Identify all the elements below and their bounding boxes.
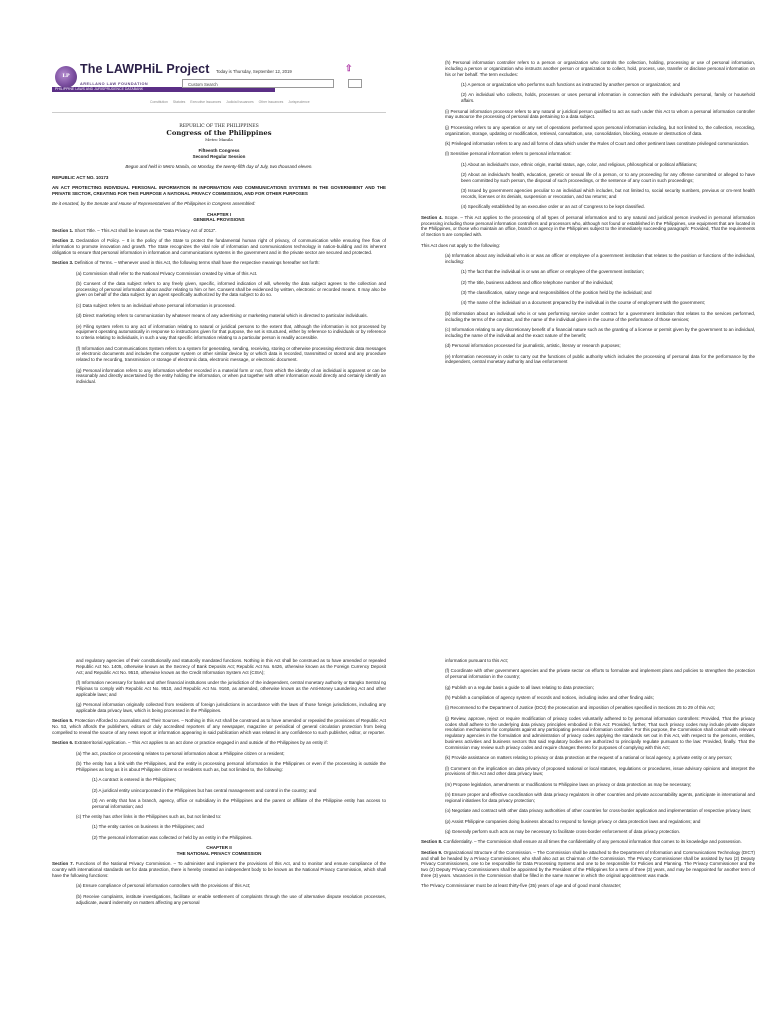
section-7 <box>52 861 386 878</box>
site-header <box>52 60 386 118</box>
section-2 <box>52 238 386 255</box>
exclusion-e: (e) Information necessary in order to carry out the functions of public authority which includes the processing of personal data for the performance by the independent, central monetary authority and law enforcement <box>445 353 755 365</box>
section-6-head: Section 6. <box>52 740 74 746</box>
lawphil-logo[interactable]: LP <box>55 66 77 88</box>
section-7-head: Section 7. <box>52 861 74 867</box>
section-7-b: (b) Receive complaints, institute investigations, facilitate or enable settlement of complaints through the use of alternative dispute resolution processes, adjudicate, award indemnity on matters affecting any personal <box>76 893 386 905</box>
date-text: Today is Thursday, September 12, 2019 <box>216 69 292 74</box>
chapter-title: GENERAL PROVISIONS <box>193 217 245 223</box>
site-tagline: PHILIPPINE LAWS AND JURISPRUDENCE DATABANK <box>52 87 275 92</box>
function-h: (h) Publish a compilation of agency system of records and notices, including index and other finding aids; <box>445 694 654 700</box>
section-6-c: (c) The entity has other links in the Philippines such as, but not limited to: <box>76 814 222 820</box>
begun-line: Begun and held in Metro Manila, on Monday, the twenty-fifth day of July, two thousand eleven. <box>125 164 313 170</box>
republic-heading: REPUBLIC OF THE PHILIPPINES <box>179 124 259 129</box>
definition-l-3: (3) Issued by government agencies peculiar to an individual which includes, but not limited to, social security numbers, previous or cm-rent health records, licenses or its denials, suspension or revocation, and tax returns; and <box>461 188 755 200</box>
function-k: (k) Provide assistance on matters relating to privacy or data protection at the request of a national or local agency, a private entity or any person; <box>445 755 733 761</box>
function-l: (l) Comment on the implication on data privacy of proposed national or local statutes, regulations or procedures, issue advisory opinions and interpret the provisions of this Act and other data privacy laws; <box>445 765 755 777</box>
function-f: (f) Coordinate with other government agencies and the private sector on efforts to formulate and implement plans and policies to strengthen the protection of personal information in the country; <box>445 668 755 680</box>
document-page-4 <box>421 658 755 1024</box>
nav-link-statutes[interactable]: Statutes <box>172 100 186 104</box>
section-6-b: (b) The entity has a link with the Philippines, and the entity is processing personal information in the Philippines or even if the processing is outside the Philippines as long as it is about Philippine citizens or residents such as, but not limited to, the following: <box>76 760 386 772</box>
enacting-clause: Be it enacted, by the Senate and House of Representatives of the Philippines in Congress assembled: <box>52 201 256 207</box>
section-7-a: (a) Ensure compliance of personal information controllers with the provisions of this Act; <box>76 883 251 889</box>
section-1-head: Section 1. <box>52 227 74 233</box>
function-p: (p) Assist Philippine companies doing business abroad to respond to foreign privacy or data protection laws and regulations; and <box>445 818 701 824</box>
definition-a: (a) Commission shall refer to the National Privacy Commission created by virtue of this Act. <box>76 270 258 276</box>
congress-heading: Congress of the Philippines <box>166 128 272 137</box>
session-line-2: Second Regular Session <box>192 153 246 159</box>
section-8 <box>421 839 755 845</box>
exclusion-d: (d) Personal information processed for journalistic, artistic, literary or research purposes; <box>445 343 621 349</box>
exclusion-c: (c) Information relating to any discretionary benefit of a financial nature such as the granting of a license or permit given by the government to an individual, including the name of the individual and the exact nature of the benefit; <box>445 326 755 338</box>
section-6-a: (a) The act, practice or processing relates to personal information about a Philippine citizen or a resident; <box>76 750 285 756</box>
section-1 <box>52 228 386 234</box>
section-3-text: Definition of Terms. – Whenever used in this Act, the following terms shall have the respective meanings hereafter set forth: <box>74 260 320 266</box>
function-j: (j) Review, approve, reject or require modification of privacy codes voluntarily adhered to by personal information controllers: Provided, That the privacy codes shall adhere to the underlying data privacy principles embodied in this Act: Provided, further, That such privacy codes may include private dispute resolution mechanisms for complaints against any participating personal information controller. For this purpose, the Commission shall consult with relevant regulatory agencies in the formulation and administration of privacy codes applying the standards set out in this Act, with respect to the persons, entities, business activities and business sectors that said regulatory bodies are authorized to principally regulate pursuant to the law: Provided, finally. That the Commission may review such privacy codes and require changes thereto for purposes of complying with this Act; <box>445 715 755 750</box>
nav-link-executive[interactable]: Executive Issuances <box>190 100 222 104</box>
section-6-b-2: (2) A juridical entity unincorporated in the Philippines but has central management and control in the country; and <box>92 787 317 793</box>
section-5-head: Section 5. <box>52 718 74 724</box>
definition-g: (g) Personal information refers to any information whether recorded in a material form or not, from which the identity of an individual is apparent or can be reasonably and directly ascertained by the entity holding the information, or when put together with other information would directly and certainly identify an individual. <box>76 367 386 385</box>
section-6-text: Extraterritorial Application. – This Act applies to an act done or practice engaged in and outside of the Philippines by an entity if: <box>74 740 328 746</box>
nav-link-other[interactable]: Other Issuances <box>258 100 284 104</box>
site-title[interactable]: The LAWPHiL Project <box>80 62 210 76</box>
definition-h: (h) Personal information controller refers to a person or organization who controls the collection, holding, processing or use of personal information, including a person or organization who instructs another person or organization to collect, hold, process, use, transfer or disclose personal information on his or her behalf. The term excludes: <box>445 60 755 77</box>
definition-d: (d) Direct marketing refers to communication by whatever means of any advertising or marketing material which is directed to particular individuals. <box>76 313 368 319</box>
nav-link-judicial[interactable]: Judicial Issuances <box>226 100 254 104</box>
section-7-b-continued: information pursuant to this Act; <box>445 658 509 663</box>
exclusion-a-2: (2) The title, business address and office telephone number of the individual; <box>461 279 614 285</box>
definition-h-1: (1) A person or organization who performs such functions as instructed by another person or organization; and <box>461 81 681 87</box>
section-9-head: Section 9. <box>421 849 443 855</box>
definition-l-1: (1) About an individual's race, ethnic origin, marital status, age, color, and religious, philosophical or political affiliations; <box>461 161 698 167</box>
nav-link-jurisprudence[interactable]: Jurisprudence <box>288 100 310 104</box>
function-m: (m) Propose legislation, amendments or modifications to Philippine laws on privacy or data protection as may be necessary; <box>445 781 692 787</box>
search-button[interactable] <box>348 79 362 88</box>
section-8-text: Confidentiality. – The Commission shall ensure at all times the confidentiality of any personal information that comes to its knowledge and possession. <box>443 839 742 845</box>
definition-j: (j) Processing refers to any operation or any set of operations performed upon personal information including, but not limited to, the collection, recording, organization, storage, updating or modification, retrieval, consultation, use, consolidation, blocking, erasure or destruction of data. <box>445 124 755 136</box>
exclusion-f: (f) Information necessary for banks and other financial institutions under the jurisdiction of the independent, central monetary authority or Bangko Sentral ng Pilipinas to comply with Republic Act No. 9510, and Republic Act No. 9160, as amended, otherwise known as the Anti-Money Laundering Act and other applicable laws; and <box>76 679 386 697</box>
exclusion-b: (b) Information about an individual who is or was performing service under contract for a government institution that relates to the services performed, including the terms of the contract, and the name of the individual given in the course of the performance of those services; <box>445 310 755 322</box>
exclusion-a-4: (4) The name of the individual on a document prepared by the individual in the course of employment with the government; <box>461 300 706 306</box>
section-6-c-2: (2) The personal information was collected or held by an entity in the Philippines. <box>92 834 253 840</box>
chapter-heading: CHAPTER I <box>206 211 232 217</box>
function-q: (q) Generally perform such acts as may be necessary to facilitate cross-border enforcement of data privacy protection. <box>445 829 681 835</box>
definition-l-4: (4) Specifically established by an executive order or an act of Congress to be kept classified. <box>461 204 645 210</box>
function-i: (i) Recommend to the Department of Justice (DOJ) the prosecution and imposition of penalties specified in Sections 25 to 29 of this Act; <box>445 705 715 711</box>
section-6-c-1: (1) The entity carries on business in the Philippines; and <box>92 824 204 830</box>
exclusion-e-continued: and regulatory agencies of their constitutionally and statutorily mandated functions. Nothing in this Act shall be construed as to have amended or repealed Republic Act No. 1405, otherwise known as the Secrecy of Bank Deposits Act; Republic Act No. 6426, otherwise known as the Foreign Currency Deposit Act; and Republic Act No. 9510, otherwise known as the Credit Information System Act (CISA); <box>76 658 386 675</box>
section-9-text: Organizational Structure of the Commission. – The Commission shall be attached to the Department of Information and Communications Technology (DICT) and shall be headed by a Privacy Commissioner, who shall also act as Chairman of the Commission. The Privacy Commissioner shall be assisted by two (2) Deputy Privacy Commissioners, one to be responsible for Data Processing Systems and one to be responsible for Policies and Planning. The Privacy Commissioner and the two (2) Deputy Privacy Commissioners shall be appointed by the President of the Philippines for a term of three (3) years, and may be reappointed for another term of three (3) years. Vacancies in the Commission shall be filled in the same manner in which the original appointment was made. <box>421 849 755 879</box>
nav-links <box>150 100 314 106</box>
exclusion-g: (g) Personal information originally collected from residents of foreign jurisdictions in accordance with the laws of those foreign jurisdictions, including any applicable data privacy laws, which is being processed in the Philippines. <box>76 701 386 713</box>
section-4 <box>421 215 755 238</box>
metro-manila: Metro Manila <box>205 137 233 142</box>
chapter-2-heading: CHAPTER II <box>206 845 232 851</box>
section-6-b-3: (3) An entity that has a branch, agency, office or subsidiary in the Philippines and the parent or affiliate of the Philippine entity has access to personal information; and <box>92 797 386 809</box>
nav-link-constitution[interactable]: Constitution <box>150 100 168 104</box>
section-3 <box>52 260 386 266</box>
definition-k: (k) Privileged information refers to any and all forms of data which under the Rules of Court and other pertinent laws constitute privileged communication. <box>445 140 750 146</box>
section-8-head: Section 8. <box>421 839 443 845</box>
commissioner-qualifications: The Privacy Commissioner must be at least thirty-five (35) years of age and of good moral character; <box>421 883 622 889</box>
definition-b: (b) Consent of the data subject refers to any freely given, specific, informed indication of will, whereby the data subject agrees to the collection and processing of personal information about and/or relating to him or her. Consent shall be evidenced by written, electronic or recorded means. It may also be given on behalf of the data subject by an agent specifically authorized by the data subject to do so. <box>76 280 386 298</box>
definition-h-2: (2) An individual who collects, holds, processes or uses personal information in connection with the individual's personal, family or household affairs. <box>461 92 755 104</box>
search-input[interactable]: Custom Search <box>182 79 334 88</box>
document-page-1 <box>52 60 386 515</box>
exclusion-a-3: (3) The classification, salary range and responsibilities of the position held by the individual; and <box>461 290 652 296</box>
section-3-head: Section 3. <box>52 260 74 266</box>
section-5-text: Protection Afforded to Journalists and Their Sources. – Nothing in this Act shall be construed as to have amended or repealed the provisions of Republic Act No. 53, which affords the publishers, editors or duly accredited reporters of any newspaper, magazine or periodical of general circulation protection from being compelled to reveal the source of any news report or information appearing in said publication which was related in any confidence to such publisher, editor, or reporter. <box>52 718 386 735</box>
exclusion-a: (a) Information about any individual who is or was an officer or employee of a government institution that relates to the position or functions of the individual, including: <box>445 253 755 264</box>
function-n: (n) Ensure proper and effective coordination with data privacy regulators in other countries and private accountability agents, participate in international and regional initiatives for data privacy protection; <box>445 792 755 803</box>
section-2-text: Declaration of Policy. – It is the policy of the State to protect the fundamental human right of privacy, of communication while ensuring free flow of information to promote innovation and growth. The State recognizes the vital role of information and communications technology in nation-building and its inherent obligation to ensure that personal information in information and communications systems in the government and in the private sector are secured and protected. <box>52 238 386 255</box>
section-9 <box>421 850 755 879</box>
session-line-1: Fifteenth Congress <box>198 148 240 153</box>
definition-e: (e) Filing system refers to any act of information relating to natural or juridical persons to the extent that, although the information is not processed by equipment operating automatically in response to instructions given for that purpose, the set is structured, either by reference to individuals or by reference to criteria relating to individuals, in such a way that specific information relating to a particular person is readily accessible. <box>76 323 386 341</box>
definition-l-2: (2) About an individual's health, education, genetic or sexual life of a person, or to any proceeding for any offense committed or alleged to have been committed by such person, the disposal of such proceedings, or the sentence of any court in such proceedings; <box>461 172 755 183</box>
definition-f: (f) Information and Communications System refers to a system for generating, sending, receiving, storing or otherwise processing electronic data messages or electronic documents and includes the computer system or other similar device by or which data is recorded, transmitted or stored and any procedure related to the recording, transmission or storage of electronic data, electronic message, or electronic document. <box>76 345 386 363</box>
section-4-head: Section 4. <box>421 214 443 220</box>
definition-i: (i) Personal information processor refers to any natural or juridical person qualified to act as such under this Act to whom a personal information controller may outsource the processing of personal data pertaining to a data subject. <box>445 108 755 120</box>
chapter-2-title: THE NATIONAL PRIVACY COMMISSION <box>176 851 262 857</box>
up-arrow-icon[interactable]: ⇧ <box>345 63 353 73</box>
function-g: (g) Publish on a regular basis a guide to all laws relating to data protection; <box>445 684 594 690</box>
definition-c: (c) Data subject refers to an individual whose personal information is processed. <box>76 302 236 308</box>
document-page-2 <box>421 60 755 515</box>
section-6-b-1: (1) A contract is entered in the Philippines; <box>92 777 177 783</box>
exclusion-a-1: (1) The fact that the individual is or was an officer or employee of the government institution; <box>461 269 644 275</box>
document-page-3 <box>52 658 386 1024</box>
section-1-text: Short Title. – This Act shall be known as the "Data Privacy Act of 2012". <box>74 227 217 233</box>
section-2-head: Section 2. <box>52 238 75 244</box>
republic-act-number: REPUBLIC ACT NO. 10173 <box>52 174 109 180</box>
section-6 <box>52 740 386 746</box>
header-divider <box>52 112 386 113</box>
function-o: (o) Negotiate and contract with other data privacy authorities of other countries for cross-border application and implementation of respective privacy laws; <box>445 808 752 814</box>
section-7-text: Functions of the National Privacy Commission. – To administer and implement the provisions of this Act, and to monitor and ensure compliance of the country with international standards set for data protection, there is hereby created an independent body to be known as the National Privacy Commission, which shall have the following functions: <box>52 861 386 879</box>
site-subtitle: ARELLANO LAW FOUNDATION <box>80 82 149 86</box>
act-title: AN ACT PROTECTING INDIVIDUAL PERSONAL INFORMATION IN INFORMATION AND COMMUNICATIONS SYSTEMS IN THE GOVERNMENT AND THE PRIVATE SECTOR, CREATING FOR THIS PURPOSE A NATIONAL PRIVACY COMMISSION, AND FOR OTHER PURPOSES <box>52 184 386 196</box>
exclusions-intro: This Act does not apply to the following: <box>421 242 501 248</box>
section-4-text: Scope. – This Act applies to the processing of all types of personal information and to any natural and juridical person involved in personal information processing including those personal information controllers and processors who, although not found or established in the Philippines, use equipment that are located in the Philippines, or those who maintain an office, branch or agency in the Philippines subject to the immediately succeeding paragraph: Provided, That the requirements of Section 5 are complied with. <box>421 214 755 238</box>
definition-l: (l) Sensitive personal information refers to personal information: <box>445 151 572 157</box>
section-5 <box>52 718 386 735</box>
